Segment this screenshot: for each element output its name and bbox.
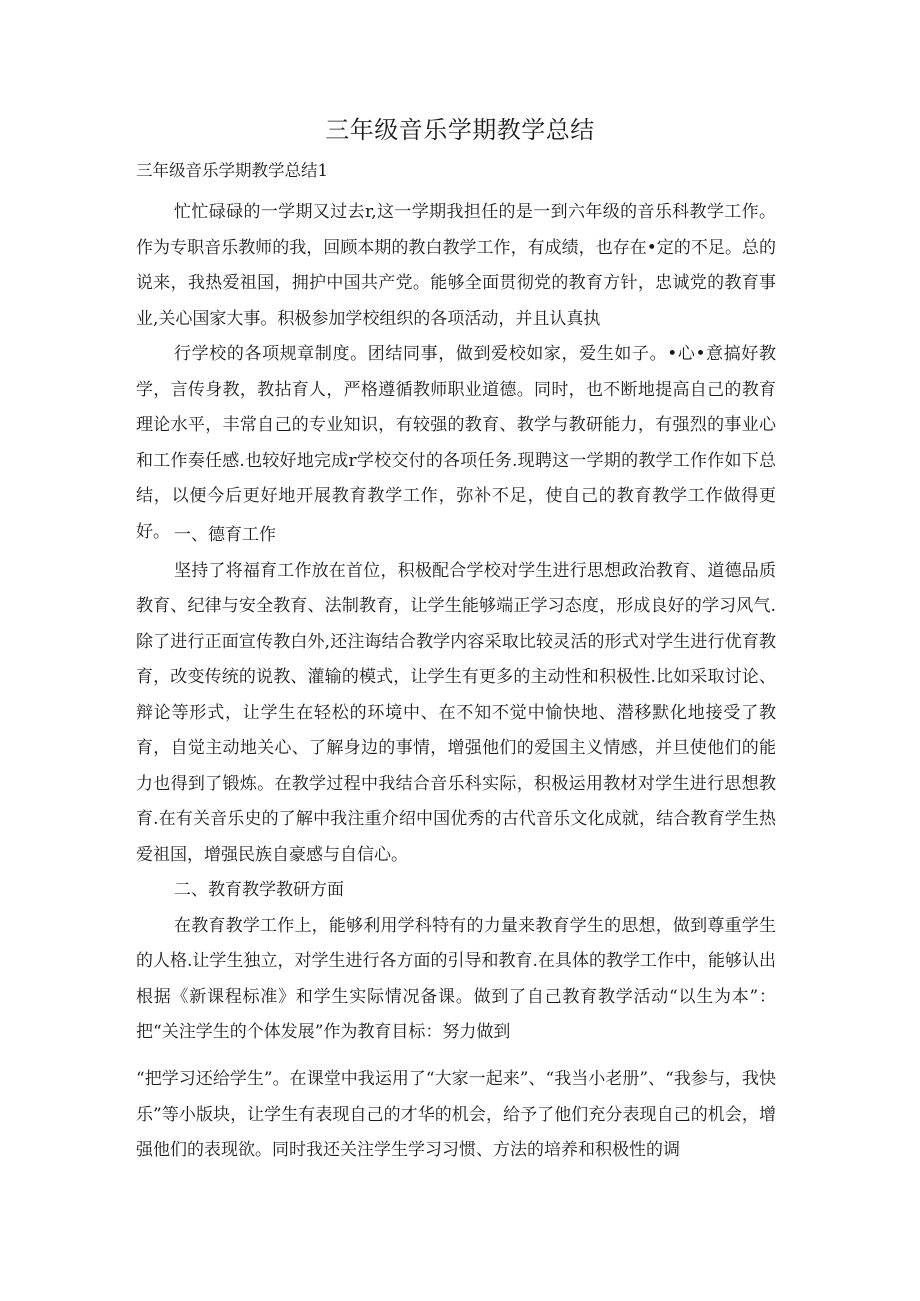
document-body-3 [136,518,776,1051]
document-body-4 [136,1062,776,1169]
document-body [136,195,776,337]
section-heading-moral: 一、德育工作 [174,525,276,545]
paragraph-conduct: 行学校的各项规章制度。团结同事，做到爱校如家，爱生如子。•心•意搞好教学，言传身教，教拈育人，严格遵循教师职业道德。同时，也不断地提高自己的教育理论水平，丰常自己的专业知识，有较强的教育、教学与教研能力，有强烈的事业心和工作奏任感.也较好地完成r学校交付的各项任务.现聘这一学期的教学工作作如下总结，以便今后更好地开展教育教学工作，弥补不足，使自己的教育教学工作做得更好。 [136,344,776,542]
paragraph-teaching: 在教育教学工作上，能够利用学科特有的力量来教育学生的思想，做到尊重学生的人格.让学生独立，对学生进行各方面的引导和教育.在具体的教学工作中，能够认出根据《新课程标准》和学生实际情况备课。做到了自己教育教学活动“以生为本”：把“关注学生的个体发展”作为教育目标：努力做到 [136,915,776,1042]
paragraph-intro: 忙忙碌碌的一学期又过去r,这一学期我担任的是一到六年级的音乐科教学工作。作为专职音乐教师的我，回顾本期的教白教学工作，有成绩，也存在•定的不足。总的说来，我热爱祖国，拥护中国共产党。能够全面贯彻党的教育方针，忠诚党的教育事业,关心国家大事。积极参加学校组织的各项活动，并且认真执 [136,202,776,329]
document-subtitle: 三年级音乐学期教学总结1 [136,161,328,180]
document-title: 三年级音乐学期教学总结 [325,116,595,144]
section-heading-teaching: 二、教育教学教研方面 [174,880,344,900]
paragraph-moral: 坚持了将福育工作放在首位，积极配合学校对学生进行思想政治教育、道德品质教育、纪律与安全教育、法制教育，让学生能够端正学习态度，形成良好的学习风气.除了进行正面宣传教白外,还注诲结合教学内容采取比较灵活的形式对学生进行优育教育，改变传统的说教、灌输的模式，让学生有更多的主动性和积极性.比如采取讨论、辩论等形式，让学生在轻松的环境中、在不知不觉中愉快地、潜移默化地接受了教育，自觉主动地关心、了解身边的事情，增强他们的爱国主义情感，并旦使他们的能力也得到了锻炼。在教学过程中我结合音乐科实际，积极运用教材对学生进行思想教育.在有关音乐史的了解中我注重介绍中国优秀的古代音乐文化成就，结合教育学生热爱祖国，增强民族自豪感与自信心。 [136,560,776,865]
paragraph-classroom: “把学习还给学生”。在课堂中我运用了“大家一起来”、“我当小老册”、“我参与，我快乐”等小版块，让学生有表现自己的才华的机会，给予了他们充分表现自己的机会，增强他们的表现欲。同时我还关注学生学习习惯、方法的培养和积极性的调 [136,1069,776,1160]
